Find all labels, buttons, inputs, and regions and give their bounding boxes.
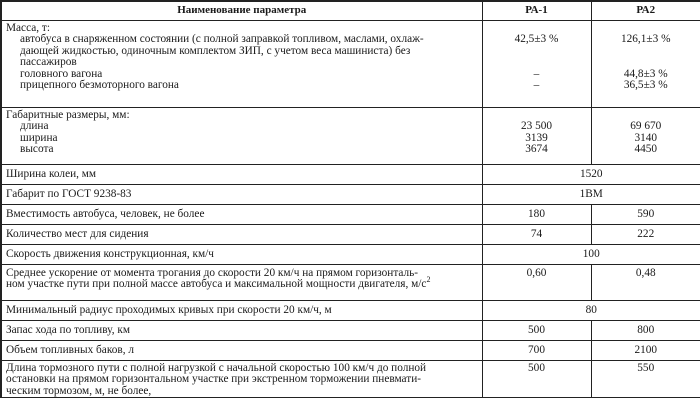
- row-value-ra2: 590: [591, 205, 700, 225]
- row-value: 100: [482, 245, 700, 265]
- row-dims: [1, 108, 700, 165]
- header-ra1: РА-1: [482, 1, 591, 21]
- dims-ra2: [591, 108, 700, 165]
- row-value-ra2: 550: [591, 361, 700, 398]
- row-value-ra1: 74: [482, 225, 591, 245]
- dims-length: длина: [20, 120, 49, 133]
- dims-width: ширина: [20, 131, 58, 144]
- row-seats: [1, 225, 700, 245]
- row-min-radius: [1, 301, 700, 321]
- accel-line2: [6, 275, 478, 291]
- mass-bus-line1: автобуса в снаряженном состоянии (с полной заправкой топливом, маслами, охлаж-: [20, 33, 424, 46]
- row-value-ra1: 500: [482, 321, 591, 341]
- dims-title: Габаритные размеры, мм:: [6, 109, 130, 121]
- dims-height-ra1: 3674: [525, 143, 548, 156]
- row-value-ra2: 0,48: [591, 265, 700, 301]
- mass-title: Масса, т:: [6, 22, 50, 34]
- row-gauge: [1, 185, 700, 205]
- row-value: 1520: [482, 165, 700, 185]
- dims-height-ra2: 4450: [634, 143, 658, 156]
- dims-length-ra2: 69 670: [630, 120, 662, 133]
- dims-width-ra1: 3139: [525, 131, 548, 144]
- row-label: Запас хода по топливу, км: [1, 321, 482, 341]
- row-fuel-tanks: [1, 341, 700, 361]
- mass-trailer-ra1: –: [533, 78, 540, 91]
- dims-length-ra1: 23 500: [520, 120, 553, 133]
- brake-line2: остановки на прямом горизонтальном участке при экстренном торможении пневмати-: [6, 373, 422, 386]
- mass-head-ra2: 44,8±3 %: [623, 67, 668, 80]
- row-value-ra2: 800: [591, 321, 700, 341]
- row-speed: [1, 245, 700, 265]
- accel-line1: Среднее ускорение от момента трогания до скорости 20 км/ч на прямом горизонталь-: [6, 267, 419, 279]
- row-label: Габарит по ГОСТ 9238-83: [1, 185, 482, 205]
- accel-line2-text: ном участке пути при полной массе автобуса и максимальной мощности двигателя, м/с: [6, 278, 427, 291]
- row-value-ra1: 0,60: [482, 265, 591, 301]
- row-label: Вместимость автобуса, человек, не более: [1, 205, 482, 225]
- row-brake-distance: [1, 361, 700, 398]
- header-ra2: РА2: [591, 1, 700, 21]
- row-value-ra1: 180: [482, 205, 591, 225]
- mass-bus-ra1: 42,5±3 %: [514, 33, 559, 46]
- row-acceleration: [1, 265, 700, 301]
- mass-label: [1, 21, 482, 108]
- row-mass: [1, 21, 700, 108]
- row-label: Количество мест для сидения: [1, 225, 482, 245]
- brake-line3: ческим тормозом, м, не более,: [6, 384, 152, 397]
- dims-height: высота: [20, 143, 54, 156]
- mass-bus-line3: пассажиров: [20, 56, 77, 69]
- row-value-ra2: 2100: [591, 341, 700, 361]
- row-label: [1, 361, 482, 398]
- row-track-width: [1, 165, 700, 185]
- mass-bus-ra2: 126,1±3 %: [620, 33, 671, 46]
- row-value: 1ВМ: [482, 185, 700, 205]
- row-value-ra1: 500: [482, 361, 591, 398]
- row-label: Ширина колеи, мм: [1, 165, 482, 185]
- mass-ra2: [591, 21, 700, 108]
- mass-head-ra1: –: [533, 67, 540, 80]
- header-param: Наименование параметра: [1, 1, 482, 21]
- mass-head: головного вагона: [20, 67, 103, 80]
- brake-line1: Длина тормозного пути с полной нагрузкой с начальной скоростью 100 км/ч до полной: [6, 362, 427, 374]
- row-label: [1, 265, 482, 301]
- dims-width-ra2: 3140: [634, 131, 658, 144]
- dims-label: [1, 108, 482, 165]
- mass-bus-line2: дающей жидкостью, одиночным комплектом ЗИП, с учетом веса машиниста) без: [20, 44, 411, 57]
- row-label: Минимальный радиус проходимых кривых при скорости 20 км/ч, м: [1, 301, 482, 321]
- mass-ra1: [482, 21, 591, 108]
- row-range: [1, 321, 700, 341]
- dims-ra1: [482, 108, 591, 165]
- table-header: [1, 1, 700, 21]
- accel-unit-sup: 2: [426, 275, 431, 285]
- mass-trailer-ra2: 36,5±3 %: [623, 78, 668, 91]
- mass-trailer: прицепного безмоторного вагона: [20, 79, 179, 92]
- row-capacity: [1, 205, 700, 225]
- row-value-ra2: 222: [591, 225, 700, 245]
- row-value-ra1: 700: [482, 341, 591, 361]
- row-value: 80: [482, 301, 700, 321]
- row-label: Объем топливных баков, л: [1, 341, 482, 361]
- row-label: Скорость движения конструкционная, км/ч: [1, 245, 482, 265]
